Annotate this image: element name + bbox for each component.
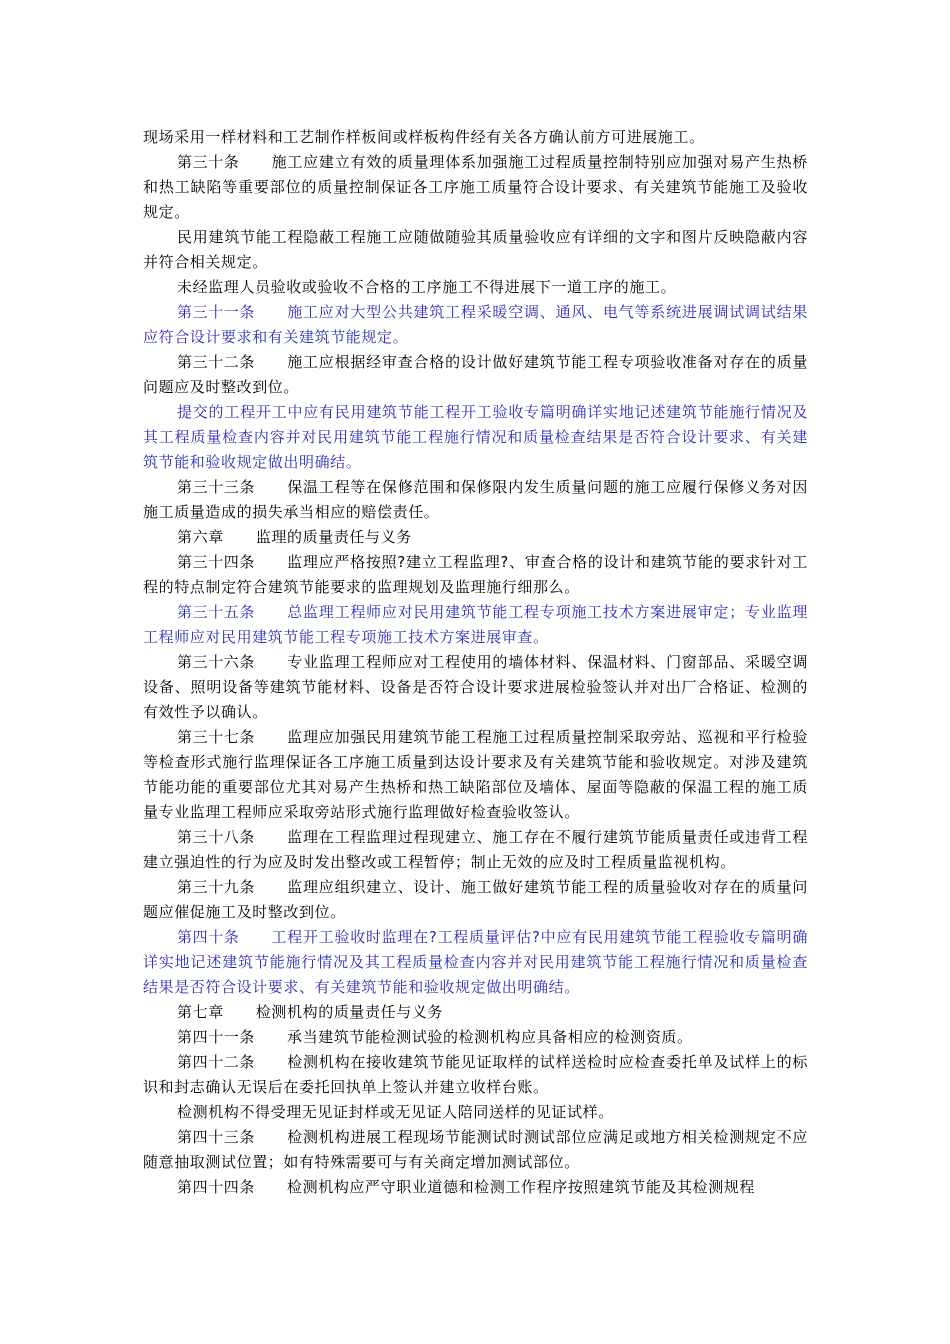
article-paragraph <box>143 350 808 400</box>
paragraph-text: 保温工程等在保修范围和保修限内发生质量问题的施工应履行保修义务对因施工质量造成的损失承当相应的赔偿责任。 <box>143 478 808 521</box>
paragraph-text: 检测机构的质量责任与义务 <box>255 1003 444 1021</box>
paragraph-text: 提交的工程开工中应有民用建筑节能工程开工验收专篇明确详实地记述建筑节能施行情况及其工程质量检查内容并对民用建筑节能工程施行情况和质量检查结果是否符合设计要求、有关建筑节能和验收规定做出明确结。 <box>143 403 808 471</box>
article-number: 第三十六条 <box>177 653 256 671</box>
paragraph-text: 民用建筑节能工程隐蔽工程施工应随做随验其质量验收应有详细的文字和图片反映隐蔽内容并符合相关规定。 <box>143 228 808 271</box>
paragraph-text: 检测机构进展工程现场节能测试时测试部位应满足或地方相关检测规定不应随意抽取测试位置；如有特殊需要可与有关商定增加测试部位。 <box>143 1128 808 1171</box>
article-number: 第三十五条 <box>177 603 256 621</box>
paragraph-text: 施工应建立有效的质量理体系加强施工过程质量控制特别应加强对易产生热桥和热工缺陷等重要部位的质量控制保证各工序施工质量符合设计要求、有关建筑节能施工及验收规定。 <box>143 153 808 221</box>
paragraph-text: 施工应根据经审查合格的设计做好建筑节能工程专项验收准备对存在的质量问题应及时整改到位。 <box>143 353 808 396</box>
paragraph-text: 检测机构不得受理无见证封样或无见证人陪同送样的见证试样。 <box>177 1103 614 1121</box>
paragraph-text: 监理应加强民用建筑节能工程施工过程质量控制采取旁站、巡视和平行检验等检查形式施行监理保证各工序施工质量到达设计要求及有关建筑节能和验收规定。对涉及建筑节能功能的重要部位尤其对易产生热桥和热工缺陷部位及墙体、屋面等隐蔽的保温工程的施工质量专业监理工程师应采取旁站形式施行监理做好检查验收签认。 <box>143 728 808 821</box>
article-number: 第三十四条 <box>177 553 256 571</box>
paragraph-text: 专业监理工程师应对工程使用的墙体材料、保温材料、门窗部品、采暖空调设备、照明设备等建筑节能材料、设备是否符合设计要求进展检验签认并对出厂合格证、检测的有效性予以确认。 <box>143 653 808 721</box>
article-number: 第四十四条 <box>177 1178 256 1196</box>
paragraph-text: 现场采用一样材料和工艺制作样板间或样板构件经有关各方确认前方可进展施工。 <box>143 128 705 146</box>
paragraph-text: 检测机构应严守职业道德和检测工作程序按照建筑节能及其检测规程 <box>287 1178 756 1196</box>
paragraph-text: 监理应组织建立、设计、施工做好建筑节能工程的质量验收对存在的质量问题应催促施工及时整改到位。 <box>143 878 808 921</box>
paragraph-text: 总监理工程师应对民用建筑节能工程专项施工技术方案进展审定；专业监理工程师应对民用建筑节能工程专项施工技术方案进展审查。 <box>143 603 808 646</box>
article-number: 第三十三条 <box>177 478 256 496</box>
article-paragraph <box>143 1050 808 1100</box>
article-number: 第四十三条 <box>177 1128 256 1146</box>
article-paragraph <box>143 600 808 650</box>
paragraph-text: 监理应严格按照?建立工程监理?、审查合格的设计和建筑节能的要求针对工程的特点制定符合建筑节能要求的监理规划及监理施行细那么。 <box>143 553 808 596</box>
document-body <box>143 125 808 1200</box>
article-paragraph <box>143 1000 808 1025</box>
article-number: 第六章 <box>177 528 224 546</box>
paragraph-text: 未经监理人员验收或验收不合格的工序施工不得进展下一道工序的施工。 <box>177 278 677 296</box>
body-paragraph <box>143 275 808 300</box>
article-paragraph <box>143 525 808 550</box>
article-paragraph <box>143 300 808 350</box>
article-paragraph <box>143 725 808 825</box>
paragraph-text: 检测机构在接收建筑节能见证取样的试样送检时应检查委托单及试样上的标识和封志确认无误后在委托回执单上签认并建立收样台账。 <box>143 1053 808 1096</box>
body-paragraph <box>143 225 808 275</box>
body-paragraph <box>143 400 808 475</box>
article-number: 第三十二条 <box>177 353 256 371</box>
article-paragraph <box>143 1175 808 1200</box>
article-paragraph <box>143 650 808 725</box>
paragraph-text: 工程开工验收时监理在?工程质量评估?中应有民用建筑节能工程验收专篇明确详实地记述建筑节能施行情况及其工程质量检查内容并对民用建筑节能工程施行情况和质量检查结果是否符合设计要求、有关建筑节能和验收规定做出明确结。 <box>143 928 808 996</box>
article-paragraph <box>143 1125 808 1175</box>
article-paragraph <box>143 150 808 225</box>
article-number: 第四十二条 <box>177 1053 256 1071</box>
article-paragraph <box>143 550 808 600</box>
article-number: 第三十八条 <box>177 828 256 846</box>
body-paragraph <box>143 125 808 150</box>
paragraph-text: 施工应对大型公共建筑工程采暖空调、通风、电气等系统进展调试调试结果应符合设计要求和有关建筑节能规定。 <box>143 303 808 346</box>
article-number: 第七章 <box>177 1003 224 1021</box>
article-number: 第三十九条 <box>177 878 256 896</box>
article-number: 第三十七条 <box>177 728 256 746</box>
paragraph-text: 监理的质量责任与义务 <box>255 528 412 546</box>
paragraph-text: 监理在工程监理过程现建立、施工存在不履行建筑节能质量责任或违背工程建立强迫性的行为应及时发出整改或工程暂停；制止无效的应及时工程质量监视机构。 <box>143 828 808 871</box>
article-paragraph <box>143 475 808 525</box>
article-number: 第三十一条 <box>177 303 256 321</box>
paragraph-text: 承当建筑节能检测试验的检测机构应具备相应的检测资质。 <box>287 1028 693 1046</box>
article-paragraph <box>143 1025 808 1050</box>
article-number: 第四十一条 <box>177 1028 256 1046</box>
article-paragraph <box>143 875 808 925</box>
article-number: 第四十条 <box>177 928 240 946</box>
article-paragraph <box>143 825 808 875</box>
article-number: 第三十条 <box>177 153 240 171</box>
article-paragraph <box>143 925 808 1000</box>
body-paragraph <box>143 1100 808 1125</box>
